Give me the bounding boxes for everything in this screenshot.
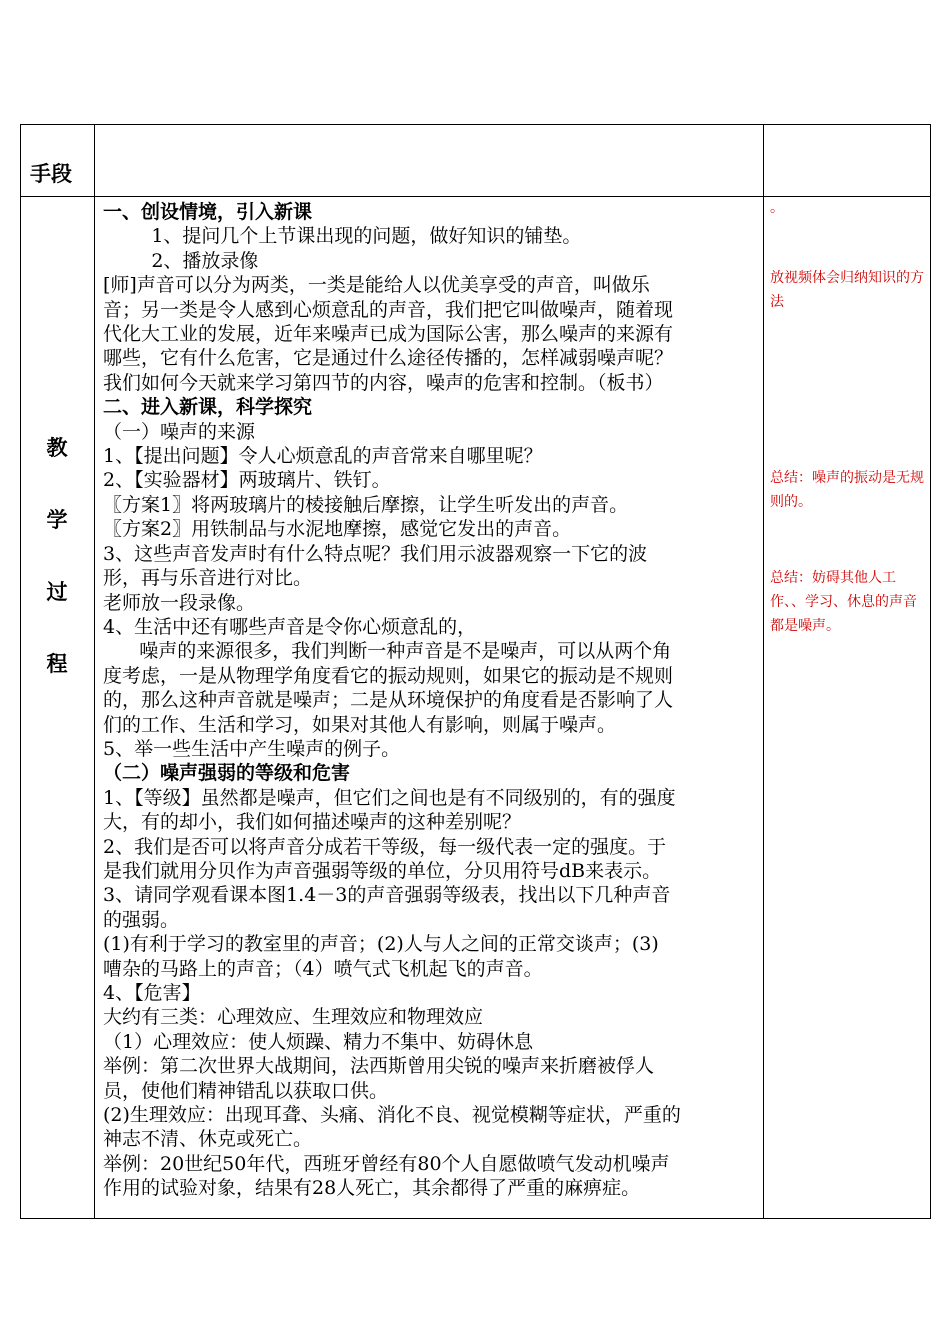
note-3: 总结：噪声的振动是无规则的。	[770, 470, 924, 510]
content-line: 举例：第二次世界大战期间，法西斯曾用尖锐的噪声来折磨被俘人	[103, 1055, 655, 1078]
content-line: [师]声音可以分为两类，一类是能给人以优美享受的声音，叫做乐	[103, 274, 650, 297]
table-border-right	[930, 124, 931, 1219]
lesson-content	[103, 200, 758, 1201]
section-label-char: 过	[46, 579, 68, 604]
content-line: 1、【提出问题】令人心烦意乱的声音常来自哪里呢？	[103, 445, 543, 468]
table-border-top	[20, 124, 931, 125]
section-label-char: 学	[46, 507, 68, 532]
content-line: 4、【危害】	[103, 982, 201, 1004]
content-line: 1、提问几个上节课出现的问题，做好知识的铺垫。	[103, 225, 582, 248]
content-line: 噪声的来源很多，我们判断一种声音是不是噪声，可以从两个角	[103, 640, 672, 663]
table-border-bottom	[20, 1218, 931, 1219]
note-2: 放视频体会归纳知识的方法	[770, 270, 924, 310]
section-label-char: 程	[46, 651, 68, 676]
content-line: 举例：20世纪50年代，西班牙曾经有80个人自愿做喷气发动机噪声	[103, 1152, 670, 1175]
table-border-col2	[763, 124, 764, 1219]
content-line: 3、这些声音发声时有什么特点呢？我们用示波器观察一下它的波	[103, 542, 648, 565]
content-line: 5、举一些生活中产生噪声的例子。	[103, 737, 401, 760]
content-line: （二）噪声强弱的等级和危害	[103, 762, 351, 785]
content-line: 2、【实验器材】两玻璃片、铁钉。	[103, 469, 391, 492]
section-label	[20, 436, 94, 724]
content-line: 3、请同学观看课本图1.4－3的声音强弱等级表，找出以下几种声音	[103, 884, 671, 907]
content-line: 我们如何今天就来学习第四节的内容，噪声的危害和控制。（板书）	[103, 371, 664, 394]
content-line: 的强弱。	[103, 908, 180, 931]
content-line: 嘈杂的马路上的声音；（4）喷气式飞机起飞的声音。	[103, 957, 543, 980]
content-line: （1）心理效应：使人烦躁、精力不集中、妨碍休息	[103, 1030, 534, 1053]
content-line: 的，那么这种声音就是噪声；二是从环境保护的角度看是否影响了人	[103, 689, 674, 712]
section-label-char: 教	[46, 435, 68, 460]
content-line: 形，再与乐音进行对比。	[103, 567, 313, 590]
content-line: 二、进入新课，科学探究	[103, 396, 313, 419]
content-line: 大约有三类：心理效应、生理效应和物理效应	[103, 1006, 484, 1029]
header-label: 手段	[30, 161, 72, 186]
content-line: 是我们就用分贝作为声音强弱等级的单位，分贝用符号dB来表示。	[103, 859, 662, 882]
content-line: 作用的试验对象，结果有28人死亡，其余都得了严重的麻痹症。	[103, 1177, 641, 1200]
content-line: 音；另一类是令人感到心烦意乱的声音，我们把它叫做噪声，随着现	[103, 298, 674, 321]
content-line: (1)有利于学习的教室里的声音；(2)人与人之间的正常交谈声；(3)	[103, 933, 659, 956]
content-line: 老师放一段录像。	[103, 591, 256, 614]
content-line: (2)生理效应：出现耳聋、头痛、消化不良、视觉模糊等症状，严重的	[103, 1104, 681, 1127]
content-line: 哪些，它有什么危害，它是通过什么途径传播的，怎样减弱噪声呢？	[103, 347, 674, 370]
note-4: 总结：妨碍其他人工作、、学习、休息的声音都是噪声。	[770, 570, 917, 634]
content-line: 〖方案2〗用铁制品与水泥地摩擦，感觉它发出的声音。	[103, 518, 572, 541]
content-line: 一、创设情境，引入新课	[103, 201, 313, 223]
table-border-col1	[94, 124, 95, 1219]
content-line: 1、【等级】虽然都是噪声，但它们之间也是有不同级别的，有的强度	[103, 786, 676, 809]
content-line: 们的工作、生活和学习，如果对其他人有影响，则属于噪声。	[103, 713, 617, 736]
content-line: 度考虑，一是从物理学角度看它的振动规则，如果它的振动是不规则	[103, 664, 674, 687]
content-line: 〖方案1〗将两玻璃片的棱接触后摩擦，让学生听发出的声音。	[103, 493, 629, 516]
content-line: 2、我们是否可以将声音分成若干等级，每一级代表一定的强度。于	[103, 835, 667, 858]
content-line: 神志不清、休克或死亡。	[103, 1128, 313, 1151]
content-line: 大，有的却小，我们如何描述噪声的这种差别呢？	[103, 811, 522, 834]
content-line: （一）噪声的来源	[103, 420, 256, 443]
note-1: 。	[770, 200, 784, 216]
content-line: 代化大工业的发展，近年来噪声已成为国际公害，那么噪声的来源有	[103, 323, 674, 346]
content-line: 2、播放录像	[103, 249, 259, 272]
content-line: 4、生活中还有哪些声音是令你心烦意乱的，	[103, 615, 477, 638]
content-line: 员，使他们精神错乱以获取口供。	[103, 1079, 389, 1102]
